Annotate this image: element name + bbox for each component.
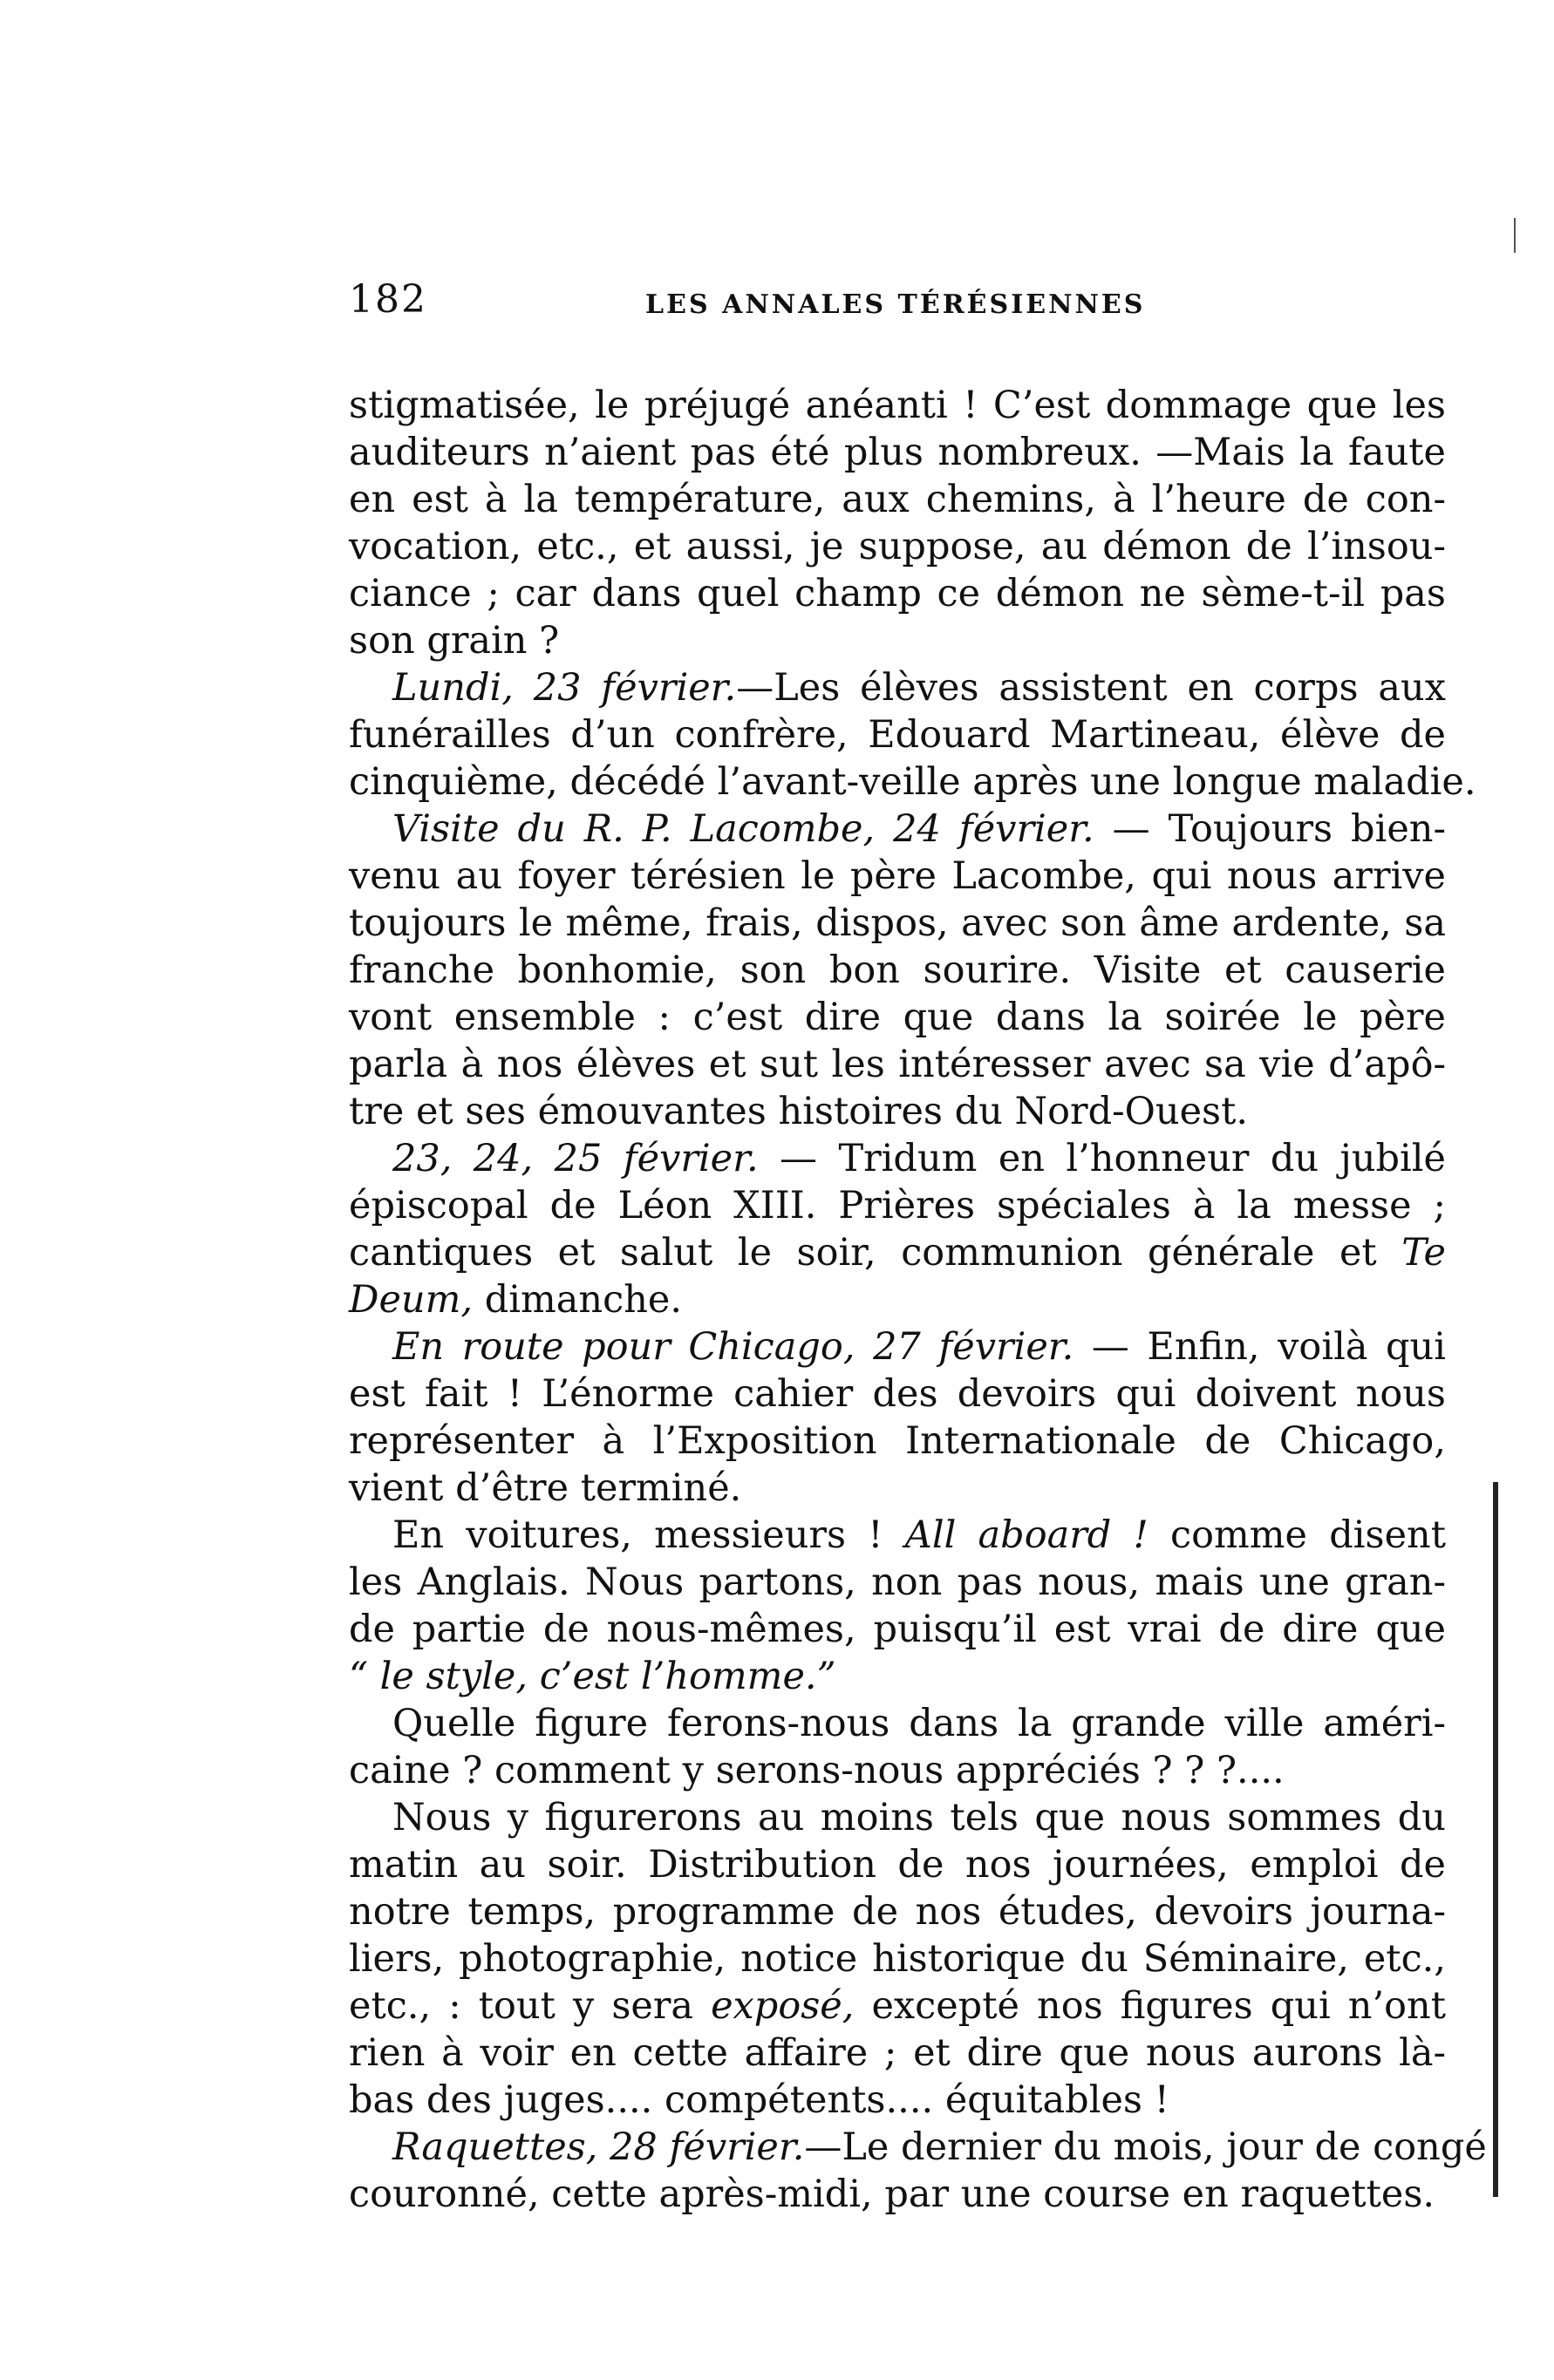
entry-en-route-chicago: En route pour Chicago, 27 février. — Enfin, voilà qui <box>392 1325 1447 1369</box>
text-line: etc., : tout y sera exposé, excepté nos figures qui n’ont <box>349 1984 1446 2028</box>
text-line: couronné, cette après-midi, par une course en raquettes. <box>349 2173 1435 2216</box>
running-head <box>349 277 1465 330</box>
text-line: en est à la température, aux chemins, à l’heure de con- <box>349 478 1446 521</box>
text-line: son grain ? <box>349 619 560 663</box>
entry-heading: Lundi, 23 février. <box>392 666 737 710</box>
text-line: caine ? comment y serons-nous appréciés ? ? ?.... <box>349 1749 1285 1792</box>
paragraph-en-voitures: En voitures, messieurs ! All aboard ! comme disent <box>392 1513 1446 1557</box>
text-line: cantiques et salut le soir, communion générale et Te <box>349 1231 1446 1275</box>
text-line: de partie de nous-mêmes, puisqu’il est vrai de dire que <box>349 1608 1446 1651</box>
paragraph-quelle-figure: Quelle figure ferons-nous dans la grande ville améri- <box>392 1702 1446 1745</box>
entry-heading: 23, 24, 25 février. <box>392 1137 759 1180</box>
text-line: rien à voir en cette affaire ; et dire que nous aurons là- <box>349 2031 1446 2075</box>
text-line: franche bonhomie, son bon sourire. Visite et causerie <box>349 949 1446 992</box>
text-line: “ le style, c’est l’homme.” <box>349 1655 836 1698</box>
text-line: ciance ; car dans quel champ ce démon ne sème-t-il pas <box>349 572 1446 615</box>
text-line: représenter à l’Exposition Internationale de Chicago, <box>349 1419 1446 1463</box>
entry-heading: En route pour Chicago, 27 février. <box>392 1325 1074 1369</box>
text-line: venu au foyer térésien le père Lacombe, qui nous arrive <box>349 854 1446 898</box>
text-line: tre et ses émouvantes histoires du Nord-Ouest. <box>349 1090 1249 1133</box>
entry-raquettes: Raquettes, 28 février.—Le dernier du mois, jour de congé <box>392 2125 1487 2169</box>
entry-lundi-23-fevrier: Lundi, 23 février.—Les élèves assistent en corps aux <box>392 666 1446 710</box>
entry-tridum: 23, 24, 25 février. — Tridum en l’honneur du jubilé <box>392 1137 1446 1180</box>
text-line: est fait ! L’énorme cahier des devoirs qui doivent nous <box>349 1372 1446 1416</box>
text-line: les Anglais. Nous partons, non pas nous, mais une gran- <box>349 1561 1446 1604</box>
text-line: stigmatisée, le préjugé anéanti ! C’est dommage que les <box>349 384 1446 427</box>
text-line: notre temps, programme de nos études, devoirs journa- <box>349 1890 1446 1934</box>
text-line: vont ensemble : c’est dire que dans la soirée le père <box>349 996 1446 1039</box>
text-line: bas des juges.... compétents.... équitables ! <box>349 2078 1169 2122</box>
text-line: cinquième, décédé l’avant-veille après une longue maladie. <box>349 760 1476 804</box>
paragraph-nous-y-figurerons: Nous y figurerons au moins tels que nous sommes du <box>392 1796 1446 1839</box>
running-title: LES ANNALES TÉRÉSIENNES <box>645 289 1146 320</box>
body-text <box>349 382 1487 2218</box>
page-edge-shadow <box>1493 1482 1498 2197</box>
text-line: vient d’être terminé. <box>349 1466 742 1510</box>
text-line: parla à nos élèves et sut les intéresser avec sa vie d’apô- <box>349 1043 1446 1086</box>
text-line: funérailles d’un confrère, Edouard Martineau, élève de <box>349 713 1446 757</box>
entry-heading: Visite du R. P. Lacombe, 24 février. <box>392 807 1094 851</box>
entry-visite-lacombe: Visite du R. P. Lacombe, 24 février. — Toujours bien- <box>392 807 1446 851</box>
page-edge-speck <box>1514 218 1516 253</box>
text-line: toujours le même, frais, dispos, avec son âme ardente, sa <box>349 901 1446 945</box>
text-line: liers, photographie, notice historique du Séminaire, etc., <box>349 1937 1446 1981</box>
text-line: épiscopal de Léon XIII. Prières spéciales à la messe ; <box>349 1184 1446 1227</box>
text-line: auditeurs n’aient pas été plus nombreux. —Mais la faute <box>349 431 1446 474</box>
page-number: 182 <box>349 277 427 322</box>
entry-heading: Raquettes, 28 février. <box>392 2125 805 2169</box>
text-line: matin au soir. Distribution de nos journées, emploi de <box>349 1843 1446 1887</box>
text-line: vocation, etc., et aussi, je suppose, au démon de l’insou- <box>349 525 1446 568</box>
text-line: Deum, dimanche. <box>349 1278 683 1322</box>
